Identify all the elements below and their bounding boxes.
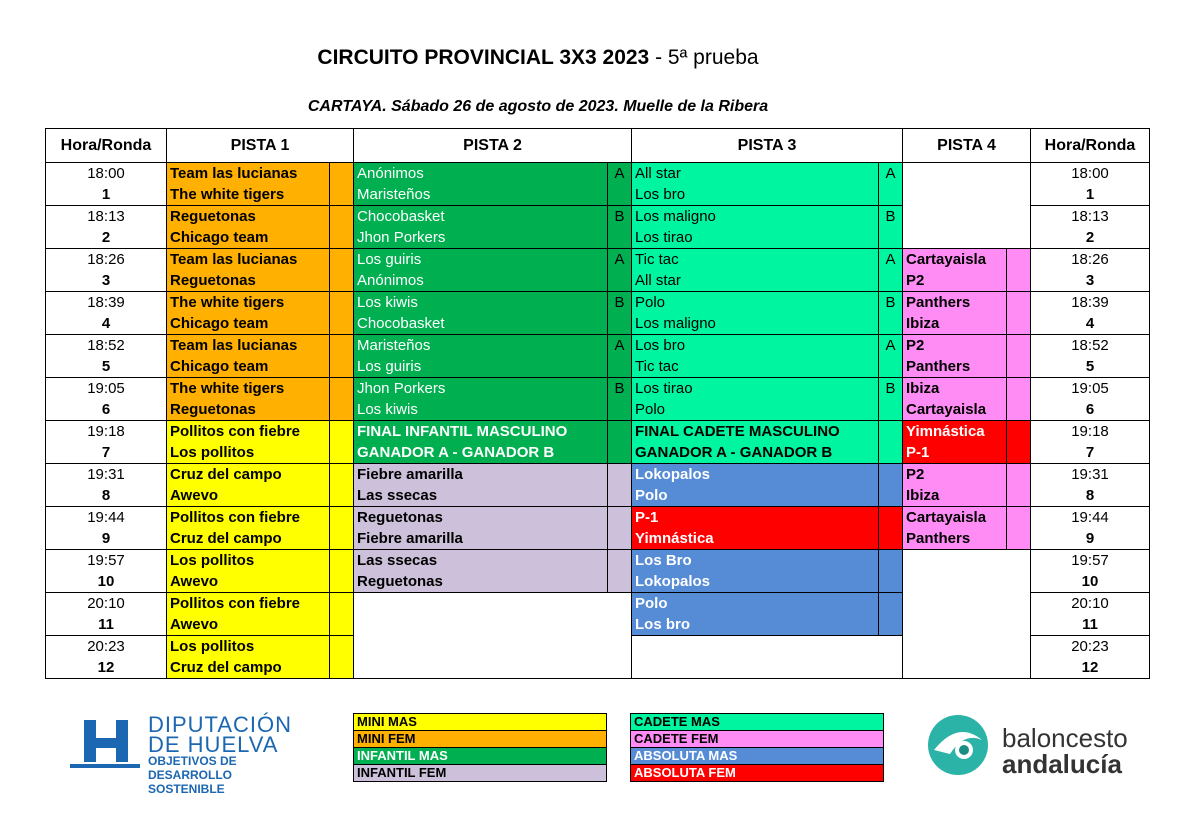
time-cell-right: 20:10: [1031, 593, 1150, 615]
p3-team: Tic tac: [632, 356, 879, 378]
schedule-row: [46, 550, 1150, 572]
p3-team: Yimnástica: [632, 528, 879, 550]
p1-group-mark: [330, 507, 354, 529]
p2-team: Fiebre amarilla: [354, 528, 608, 550]
p3-team: Los maligno: [632, 313, 879, 335]
time-cell-right: 18:13: [1031, 206, 1150, 228]
p2-team: Fiebre amarilla: [354, 464, 608, 486]
round-cell-right: 10: [1031, 571, 1150, 593]
p2-group-mark: [608, 227, 632, 249]
p4-group-mark: [1007, 270, 1031, 292]
time-cell-right: 19:57: [1031, 550, 1150, 572]
round-cell: 8: [46, 485, 167, 507]
p2-group-mark: [608, 464, 632, 486]
round-cell-right: 1: [1031, 184, 1150, 206]
p2-group-mark: A: [608, 249, 632, 271]
round-cell: 2: [46, 227, 167, 249]
legend-item-cadete-mas: CADETE MAS: [631, 714, 884, 731]
p2-empty-mark: [608, 593, 632, 615]
p4-empty-mark: [1007, 571, 1031, 593]
p2-group-mark: [608, 313, 632, 335]
round-cell-right: 4: [1031, 313, 1150, 335]
p3-team: Polo: [632, 292, 879, 314]
schedule-row: [46, 507, 1150, 529]
p4-empty: [903, 550, 1007, 572]
time-cell: 18:00: [46, 163, 167, 185]
p4-group-mark: [1007, 313, 1031, 335]
p1-team: The white tigers: [167, 378, 330, 400]
p4-group-mark: [1007, 442, 1031, 464]
p1-team: Cruz del campo: [167, 464, 330, 486]
p4-empty: [903, 227, 1007, 249]
p4-team: Ibiza: [903, 485, 1007, 507]
p2-empty: [354, 657, 608, 679]
p2-team: Maristeños: [354, 184, 608, 206]
p3-group-mark: A: [879, 163, 903, 185]
p4-empty: [903, 657, 1007, 679]
logo-right-line2: andalucía: [1002, 749, 1122, 779]
p2-team: GANADOR A - GANADOR B: [354, 442, 608, 464]
p3-team: Lokopalos: [632, 571, 879, 593]
logo-left-line2: DE HUELVA: [148, 732, 279, 757]
p1-team: Cruz del campo: [167, 528, 330, 550]
p1-group-mark: [330, 378, 354, 400]
round-cell: 1: [46, 184, 167, 206]
round-cell: 4: [46, 313, 167, 335]
time-cell-right: 20:23: [1031, 636, 1150, 658]
p3-team: Los maligno: [632, 206, 879, 228]
schedule-row: [46, 249, 1150, 271]
p2-team: Jhon Porkers: [354, 227, 608, 249]
p4-empty-mark: [1007, 636, 1031, 658]
p2-group-mark: B: [608, 292, 632, 314]
p3-team: Los Bro: [632, 550, 879, 572]
p1-team: Reguetonas: [167, 399, 330, 421]
p4-group-mark: [1007, 421, 1031, 443]
legend-item-infantil-mas: INFANTIL MAS: [354, 748, 607, 765]
p3-group-mark: B: [879, 378, 903, 400]
page-title: CIRCUITO PROVINCIAL 3X3 2023 - 5ª prueba: [317, 46, 759, 69]
time-cell-right: 19:18: [1031, 421, 1150, 443]
time-cell: 19:44: [46, 507, 167, 529]
p4-empty: [903, 614, 1007, 636]
p3-team: Los tirao: [632, 227, 879, 249]
schedule-row: [46, 313, 1150, 335]
p4-empty-mark: [1007, 184, 1031, 206]
p4-empty: [903, 206, 1007, 228]
p4-team: P2: [903, 270, 1007, 292]
p3-team: Los bro: [632, 184, 879, 206]
p4-team: Panthers: [903, 356, 1007, 378]
p4-team: P-1: [903, 442, 1007, 464]
p2-team: Las ssecas: [354, 485, 608, 507]
p3-group-mark: [879, 485, 903, 507]
round-cell: 6: [46, 399, 167, 421]
p1-group-mark: [330, 227, 354, 249]
p2-group-mark: [608, 421, 632, 443]
schedule-row: [46, 184, 1150, 206]
p2-team: Los guiris: [354, 249, 608, 271]
p3-group-mark: [879, 507, 903, 529]
p1-team: Pollitos con fiebre: [167, 593, 330, 615]
p3-group-mark: [879, 528, 903, 550]
legend-right: [630, 713, 884, 782]
p2-empty: [354, 614, 608, 636]
p4-group-mark: [1007, 464, 1031, 486]
time-cell: 18:39: [46, 292, 167, 314]
p2-group-mark: [608, 550, 632, 572]
p1-group-mark: [330, 335, 354, 357]
p2-group-mark: [608, 507, 632, 529]
p4-team: P2: [903, 464, 1007, 486]
schedule-row: [46, 528, 1150, 550]
p2-group-mark: [608, 485, 632, 507]
p3-group-mark: B: [879, 206, 903, 228]
p4-group-mark: [1007, 399, 1031, 421]
p3-empty-mark: [879, 636, 903, 658]
legend-item-absoluta-mas: ABSOLUTA MAS: [631, 748, 884, 765]
p4-team: Cartayaisla: [903, 249, 1007, 271]
legend-left: [353, 713, 607, 782]
p1-group-mark: [330, 313, 354, 335]
p4-empty: [903, 571, 1007, 593]
p1-team: Reguetonas: [167, 270, 330, 292]
p2-team: Los guiris: [354, 356, 608, 378]
p2-group-mark: [608, 399, 632, 421]
schedule-row: [46, 442, 1150, 464]
round-cell-right: 9: [1031, 528, 1150, 550]
schedule-table: [45, 128, 1150, 679]
p3-group-mark: [879, 550, 903, 572]
p4-team: Ibiza: [903, 313, 1007, 335]
time-cell: 19:57: [46, 550, 167, 572]
round-cell-right: 3: [1031, 270, 1150, 292]
schedule-row: [46, 292, 1150, 314]
p3-group-mark: [879, 270, 903, 292]
p3-team: Polo: [632, 399, 879, 421]
legend-item-infantil-fem: INFANTIL FEM: [354, 765, 607, 782]
p2-team: Reguetonas: [354, 571, 608, 593]
p3-group-mark: [879, 184, 903, 206]
p2-team: Anónimos: [354, 270, 608, 292]
schedule-row: [46, 421, 1150, 443]
p2-group-mark: B: [608, 378, 632, 400]
p1-group-mark: [330, 657, 354, 679]
p1-group-mark: [330, 356, 354, 378]
schedule-row: [46, 378, 1150, 400]
time-cell-right: 19:31: [1031, 464, 1150, 486]
logo-left-line1: DIPUTACIÓN: [148, 712, 293, 737]
p1-group-mark: [330, 163, 354, 185]
page-subtitle: CARTAYA. Sábado 26 de agosto de 2023. Muelle de la Ribera: [307, 98, 769, 115]
p3-group-mark: [879, 571, 903, 593]
round-cell-right: 11: [1031, 614, 1150, 636]
header-hora-left: Hora/Ronda: [46, 129, 167, 163]
p4-group-mark: [1007, 356, 1031, 378]
schedule-row: [46, 464, 1150, 486]
p4-team: Panthers: [903, 292, 1007, 314]
p1-team: Team las lucianas: [167, 163, 330, 185]
time-cell: 18:26: [46, 249, 167, 271]
header-row: [46, 129, 1150, 163]
schedule-row: [46, 614, 1150, 636]
p1-team: Chicago team: [167, 356, 330, 378]
schedule-row: [46, 593, 1150, 615]
p3-team: P-1: [632, 507, 879, 529]
p3-group-mark: [879, 593, 903, 615]
p3-empty: [632, 636, 879, 658]
p3-team: Los tirao: [632, 378, 879, 400]
time-cell-right: 18:52: [1031, 335, 1150, 357]
p3-empty: [632, 657, 879, 679]
p3-team: Lokopalos: [632, 464, 879, 486]
p1-team: Los pollitos: [167, 636, 330, 658]
p1-team: Los pollitos: [167, 550, 330, 572]
round-cell-right: 8: [1031, 485, 1150, 507]
p4-team: Ibiza: [903, 378, 1007, 400]
p1-team: Chicago team: [167, 313, 330, 335]
p2-team: Los kiwis: [354, 292, 608, 314]
p4-team: P2: [903, 335, 1007, 357]
p2-team: Jhon Porkers: [354, 378, 608, 400]
p4-team: Cartayaisla: [903, 399, 1007, 421]
p3-group-mark: [879, 614, 903, 636]
p2-team: Chocobasket: [354, 313, 608, 335]
p3-team: Polo: [632, 593, 879, 615]
p4-team: Panthers: [903, 528, 1007, 550]
p2-group-mark: [608, 270, 632, 292]
round-cell: 12: [46, 657, 167, 679]
schedule-row: [46, 399, 1150, 421]
p2-team: Maristeños: [354, 335, 608, 357]
round-cell: 3: [46, 270, 167, 292]
time-cell: 20:10: [46, 593, 167, 615]
diputacion-huelva-logo: [70, 712, 310, 796]
header-pista-2: PISTA 2: [354, 129, 632, 163]
time-cell-right: 18:26: [1031, 249, 1150, 271]
p3-team: Los bro: [632, 614, 879, 636]
p2-team: FINAL INFANTIL MASCULINO: [354, 421, 608, 443]
p1-team: The white tigers: [167, 184, 330, 206]
p1-group-mark: [330, 636, 354, 658]
p1-group-mark: [330, 528, 354, 550]
schedule-row: [46, 227, 1150, 249]
schedule-row: [46, 270, 1150, 292]
p2-group-mark: [608, 356, 632, 378]
time-cell: 19:31: [46, 464, 167, 486]
p1-group-mark: [330, 614, 354, 636]
p3-group-mark: B: [879, 292, 903, 314]
p3-group-mark: [879, 313, 903, 335]
schedule-row: [46, 356, 1150, 378]
p1-team: Los pollitos: [167, 442, 330, 464]
schedule-row: [46, 636, 1150, 658]
p4-empty-mark: [1007, 163, 1031, 185]
p2-team: Anónimos: [354, 163, 608, 185]
p2-group-mark: B: [608, 206, 632, 228]
p2-group-mark: [608, 442, 632, 464]
p1-group-mark: [330, 550, 354, 572]
p1-team: Reguetonas: [167, 206, 330, 228]
p2-team: Reguetonas: [354, 507, 608, 529]
schedule-row: [46, 571, 1150, 593]
logo-right-line1: baloncesto: [1002, 723, 1128, 753]
p1-team: Awevo: [167, 571, 330, 593]
logo-left-line3: OBJETIVOS DE DESARROLLO SOSTENIBLE: [148, 754, 237, 796]
p1-team: Team las lucianas: [167, 335, 330, 357]
time-cell: 19:18: [46, 421, 167, 443]
legend-item-mini-fem: MINI FEM: [354, 731, 607, 748]
p4-empty: [903, 184, 1007, 206]
p4-group-mark: [1007, 485, 1031, 507]
p4-empty: [903, 636, 1007, 658]
round-cell-right: 12: [1031, 657, 1150, 679]
schedule-row: [46, 335, 1150, 357]
p4-empty-mark: [1007, 550, 1031, 572]
p3-team: All star: [632, 163, 879, 185]
p1-team: Chicago team: [167, 227, 330, 249]
p1-group-mark: [330, 399, 354, 421]
round-cell: 9: [46, 528, 167, 550]
header-pista-3: PISTA 3: [632, 129, 903, 163]
p2-team: Los kiwis: [354, 399, 608, 421]
p1-team: Pollitos con fiebre: [167, 421, 330, 443]
time-cell: 19:05: [46, 378, 167, 400]
p3-team: FINAL CADETE MASCULINO: [632, 421, 879, 443]
p1-team: Team las lucianas: [167, 249, 330, 271]
p4-group-mark: [1007, 378, 1031, 400]
p4-empty: [903, 593, 1007, 615]
p4-group-mark: [1007, 507, 1031, 529]
round-cell: 11: [46, 614, 167, 636]
p4-team: Yimnástica: [903, 421, 1007, 443]
p4-team: Cartayaisla: [903, 507, 1007, 529]
p4-group-mark: [1007, 528, 1031, 550]
p4-group-mark: [1007, 335, 1031, 357]
p3-group-mark: [879, 464, 903, 486]
p1-group-mark: [330, 571, 354, 593]
p3-group-mark: [879, 227, 903, 249]
time-cell-right: 18:00: [1031, 163, 1150, 185]
schedule-row: [46, 163, 1150, 185]
p1-group-mark: [330, 270, 354, 292]
p2-group-mark: A: [608, 163, 632, 185]
p2-team: Chocobasket: [354, 206, 608, 228]
p2-team: Las ssecas: [354, 550, 608, 572]
p4-group-mark: [1007, 249, 1031, 271]
time-cell-right: 18:39: [1031, 292, 1150, 314]
diputacion-logo-icon: [70, 716, 140, 772]
p1-group-mark: [330, 593, 354, 615]
p2-empty-mark: [608, 657, 632, 679]
p1-team: The white tigers: [167, 292, 330, 314]
header-pista-4: PISTA 4: [903, 129, 1031, 163]
schedule-row: [46, 657, 1150, 679]
p2-empty: [354, 636, 608, 658]
legend-item-mini-mas: MINI MAS: [354, 714, 607, 731]
p1-team: Pollitos con fiebre: [167, 507, 330, 529]
p1-team: Awevo: [167, 614, 330, 636]
p3-team: Los bro: [632, 335, 879, 357]
p4-group-mark: [1007, 292, 1031, 314]
p3-empty-mark: [879, 657, 903, 679]
p1-team: Cruz del campo: [167, 657, 330, 679]
p1-group-mark: [330, 249, 354, 271]
p1-group-mark: [330, 292, 354, 314]
p4-empty-mark: [1007, 593, 1031, 615]
p4-empty: [903, 163, 1007, 185]
time-cell-right: 19:44: [1031, 507, 1150, 529]
legend-item-cadete-fem: CADETE FEM: [631, 731, 884, 748]
p3-group-mark: A: [879, 335, 903, 357]
round-cell-right: 2: [1031, 227, 1150, 249]
round-cell-right: 7: [1031, 442, 1150, 464]
time-cell: 18:52: [46, 335, 167, 357]
p4-empty-mark: [1007, 657, 1031, 679]
p3-group-mark: [879, 421, 903, 443]
p2-empty-mark: [608, 614, 632, 636]
p2-empty-mark: [608, 636, 632, 658]
p1-group-mark: [330, 421, 354, 443]
p3-team: Polo: [632, 485, 879, 507]
p3-team: All star: [632, 270, 879, 292]
schedule-row: [46, 206, 1150, 228]
round-cell-right: 6: [1031, 399, 1150, 421]
p1-group-mark: [330, 184, 354, 206]
p4-empty-mark: [1007, 227, 1031, 249]
p2-group-mark: [608, 184, 632, 206]
time-cell: 18:13: [46, 206, 167, 228]
time-cell: 20:23: [46, 636, 167, 658]
round-cell: 7: [46, 442, 167, 464]
p3-team: GANADOR A - GANADOR B: [632, 442, 879, 464]
p1-group-mark: [330, 206, 354, 228]
round-cell: 10: [46, 571, 167, 593]
p3-group-mark: [879, 399, 903, 421]
legend-item-absoluta-fem: ABSOLUTA FEM: [631, 765, 884, 782]
p3-group-mark: [879, 442, 903, 464]
p1-group-mark: [330, 485, 354, 507]
p4-empty-mark: [1007, 206, 1031, 228]
time-cell-right: 19:05: [1031, 378, 1150, 400]
header-hora-right: Hora/Ronda: [1031, 129, 1150, 163]
p2-group-mark: [608, 571, 632, 593]
p2-group-mark: [608, 528, 632, 550]
p1-team: Awevo: [167, 485, 330, 507]
schedule-row: [46, 485, 1150, 507]
p3-group-mark: [879, 356, 903, 378]
p2-empty: [354, 593, 608, 615]
header-pista-1: PISTA 1: [167, 129, 354, 163]
round-cell-right: 5: [1031, 356, 1150, 378]
p2-group-mark: A: [608, 335, 632, 357]
baloncesto-andalucia-logo: [920, 710, 1150, 780]
p3-group-mark: A: [879, 249, 903, 271]
p1-group-mark: [330, 464, 354, 486]
p4-empty-mark: [1007, 614, 1031, 636]
p1-group-mark: [330, 442, 354, 464]
p3-team: Tic tac: [632, 249, 879, 271]
round-cell: 5: [46, 356, 167, 378]
baloncesto-logo-icon: [920, 710, 996, 780]
